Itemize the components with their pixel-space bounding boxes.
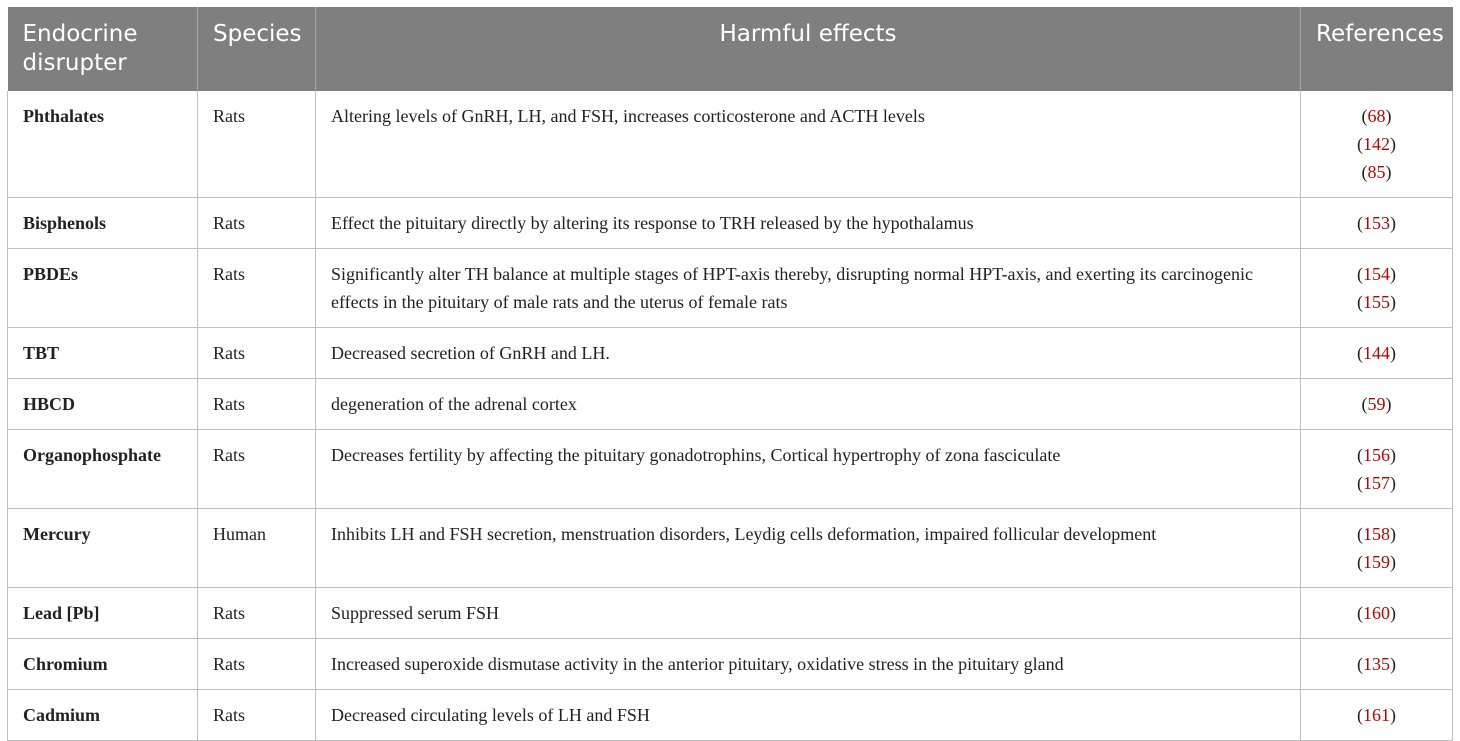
references-cell bbox=[1301, 509, 1453, 588]
table-row bbox=[8, 379, 1453, 430]
reference-citation: (135) bbox=[1357, 654, 1396, 674]
species-cell: Rats bbox=[198, 379, 316, 430]
species-cell: Rats bbox=[198, 690, 316, 741]
disrupter-name: PBDEs bbox=[8, 249, 198, 328]
references-cell bbox=[1301, 588, 1453, 639]
table-header bbox=[8, 7, 1453, 91]
species-cell: Rats bbox=[198, 588, 316, 639]
harmful-effects-cell: Suppressed serum FSH bbox=[316, 588, 1301, 639]
disrupter-name: Bisphenols bbox=[8, 198, 198, 249]
reference-link[interactable]: 156 bbox=[1363, 445, 1390, 465]
reference-citation: (154) bbox=[1357, 264, 1396, 284]
reference-citation: (85) bbox=[1361, 162, 1392, 182]
table-row bbox=[8, 198, 1453, 249]
species-cell: Rats bbox=[198, 91, 316, 198]
species-cell: Rats bbox=[198, 249, 316, 328]
species-cell: Rats bbox=[198, 198, 316, 249]
reference-link[interactable]: 159 bbox=[1363, 552, 1390, 572]
table-row bbox=[8, 91, 1453, 198]
references-cell bbox=[1301, 690, 1453, 741]
disrupter-name: Mercury bbox=[8, 509, 198, 588]
reference-citation: (159) bbox=[1357, 552, 1396, 572]
reference-citation: (157) bbox=[1357, 473, 1396, 493]
table-row bbox=[8, 509, 1453, 588]
references-cell bbox=[1301, 198, 1453, 249]
species-cell: Human bbox=[198, 509, 316, 588]
reference-link[interactable]: 154 bbox=[1363, 264, 1390, 284]
harmful-effects-cell: Effect the pituitary directly by altering its response to TRH released by the hypothalamus bbox=[316, 198, 1301, 249]
header-row bbox=[8, 7, 1453, 91]
reference-link[interactable]: 160 bbox=[1363, 603, 1390, 623]
reference-link[interactable]: 59 bbox=[1367, 394, 1386, 414]
header-endocrine-disrupter: Endocrine disrupter bbox=[8, 7, 198, 91]
reference-citation: (156) bbox=[1357, 445, 1396, 465]
reference-link[interactable]: 153 bbox=[1363, 213, 1390, 233]
reference-link[interactable]: 158 bbox=[1363, 524, 1390, 544]
harmful-effects-cell: Significantly alter TH balance at multiple stages of HPT-axis thereby, disrupting normal HPT-axis, and exerting its carcinogenic effects in the pituitary of male rats and the uterus of female rats bbox=[316, 249, 1301, 328]
reference-citation: (59) bbox=[1361, 394, 1392, 414]
disrupter-name: TBT bbox=[8, 328, 198, 379]
references-cell bbox=[1301, 328, 1453, 379]
species-cell: Rats bbox=[198, 639, 316, 690]
table-row bbox=[8, 690, 1453, 741]
reference-link[interactable]: 155 bbox=[1363, 292, 1390, 312]
harmful-effects-cell: Decreases fertility by affecting the pituitary gonadotrophins, Cortical hypertrophy of zona fasciculate bbox=[316, 430, 1301, 509]
reference-citation: (68) bbox=[1361, 106, 1392, 126]
table-row bbox=[8, 249, 1453, 328]
table-row bbox=[8, 430, 1453, 509]
harmful-effects-cell: Decreased circulating levels of LH and FSH bbox=[316, 690, 1301, 741]
harmful-effects-cell: Inhibits LH and FSH secretion, menstruation disorders, Leydig cells deformation, impaired follicular development bbox=[316, 509, 1301, 588]
reference-link[interactable]: 161 bbox=[1363, 705, 1390, 725]
disrupter-name: Chromium bbox=[8, 639, 198, 690]
disrupter-name: HBCD bbox=[8, 379, 198, 430]
disrupter-name: Phthalates bbox=[8, 91, 198, 198]
reference-link[interactable]: 157 bbox=[1363, 473, 1390, 493]
reference-citation: (153) bbox=[1357, 213, 1396, 233]
reference-citation: (144) bbox=[1357, 343, 1396, 363]
harmful-effects-cell: Decreased secretion of GnRH and LH. bbox=[316, 328, 1301, 379]
endocrine-disrupter-table bbox=[7, 7, 1453, 741]
disrupter-name: Lead [Pb] bbox=[8, 588, 198, 639]
reference-link[interactable]: 135 bbox=[1363, 654, 1390, 674]
references-cell bbox=[1301, 379, 1453, 430]
table-body bbox=[8, 91, 1453, 741]
harmful-effects-cell: Altering levels of GnRH, LH, and FSH, increases corticosterone and ACTH levels bbox=[316, 91, 1301, 198]
reference-citation: (161) bbox=[1357, 705, 1396, 725]
disrupter-name: Cadmium bbox=[8, 690, 198, 741]
references-cell bbox=[1301, 91, 1453, 198]
table-row bbox=[8, 639, 1453, 690]
header-harmful-effects: Harmful effects bbox=[316, 7, 1301, 91]
table-row bbox=[8, 328, 1453, 379]
header-references: References bbox=[1301, 7, 1453, 91]
reference-citation: (158) bbox=[1357, 524, 1396, 544]
species-cell: Rats bbox=[198, 328, 316, 379]
reference-citation: (142) bbox=[1357, 134, 1396, 154]
reference-link[interactable]: 68 bbox=[1367, 106, 1386, 126]
reference-citation: (155) bbox=[1357, 292, 1396, 312]
reference-link[interactable]: 144 bbox=[1363, 343, 1390, 363]
reference-link[interactable]: 85 bbox=[1367, 162, 1386, 182]
header-species: Species bbox=[198, 7, 316, 91]
harmful-effects-cell: degeneration of the adrenal cortex bbox=[316, 379, 1301, 430]
endocrine-disrupter-table-container bbox=[7, 7, 1452, 741]
species-cell: Rats bbox=[198, 430, 316, 509]
reference-citation: (160) bbox=[1357, 603, 1396, 623]
references-cell bbox=[1301, 249, 1453, 328]
table-row bbox=[8, 588, 1453, 639]
harmful-effects-cell: Increased superoxide dismutase activity in the anterior pituitary, oxidative stress in the pituitary gland bbox=[316, 639, 1301, 690]
references-cell bbox=[1301, 430, 1453, 509]
disrupter-name: Organophosphate bbox=[8, 430, 198, 509]
reference-link[interactable]: 142 bbox=[1363, 134, 1390, 154]
references-cell bbox=[1301, 639, 1453, 690]
